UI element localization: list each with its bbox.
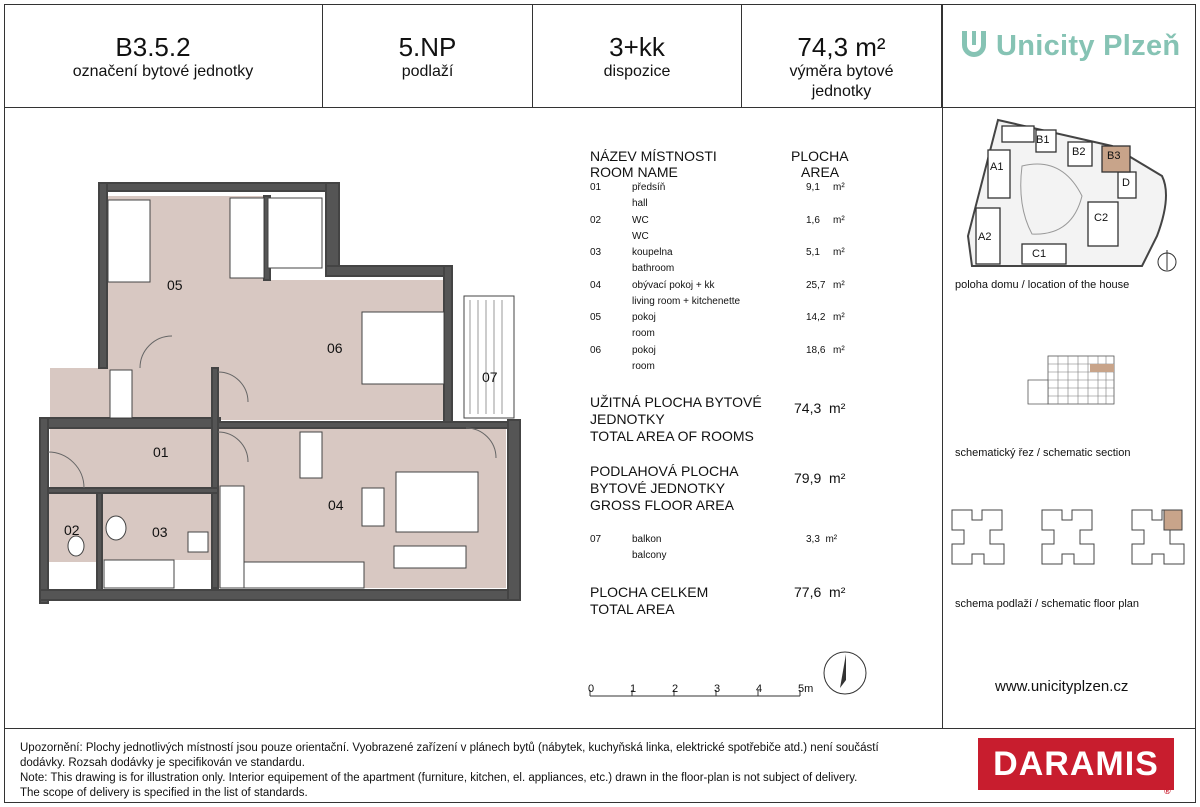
wall-06-top-left	[326, 183, 339, 273]
room-row-num: 02	[590, 214, 602, 226]
scale-tick-0: 0	[588, 683, 595, 695]
website: www.unicityplzen.cz	[995, 678, 1129, 695]
room-row-name-cz: obývací pokoj + kk	[632, 279, 715, 291]
schematic-floor-plans	[948, 500, 1188, 580]
room-label-07: 07	[482, 369, 498, 385]
wall-left	[40, 418, 48, 603]
total-area-value: 77,6 m²	[794, 584, 846, 600]
wall-01-top	[40, 418, 220, 428]
wardrobe-06	[268, 198, 322, 268]
balcony-num: 07	[590, 534, 602, 545]
header-unit-code	[4, 4, 323, 108]
wall-bottom	[40, 590, 520, 600]
wall-04-top	[218, 422, 508, 428]
room-row-area: 25,7	[806, 279, 826, 291]
daramis-logo: DARAMIS	[978, 738, 1174, 790]
useful-area-title-1: UŽITNÁ PLOCHA BYTOVÉ	[590, 394, 762, 410]
disclaimer-en-2: The scope of delivery is specified in the list of standards.	[20, 787, 308, 799]
room-row-unit: m²	[833, 312, 845, 323]
balcony-en: balcony	[632, 550, 667, 561]
building-b1: B1	[1036, 134, 1050, 146]
wall-02-03	[97, 493, 102, 590]
table-head-name-cz: NÁZEV MÍSTNOSTI	[590, 148, 717, 164]
site-north-icon	[1156, 248, 1178, 274]
room-row-area: 14,2	[806, 312, 826, 323]
gross-area-value: 79,9 m²	[794, 470, 846, 486]
room-row-area: 5,1	[806, 247, 820, 258]
unit-code: B3.5.2	[115, 32, 191, 62]
useful-area-value: 74,3 m²	[794, 400, 846, 416]
desk-05	[230, 198, 264, 278]
room-row-area: 1,6	[806, 214, 820, 226]
room-row-name-cz: koupelna	[632, 247, 673, 258]
logo-text: Unicity Plzeň	[996, 30, 1181, 62]
floor-label: podlaží	[401, 63, 454, 80]
building-d: D	[1122, 177, 1130, 189]
bathtub	[104, 560, 174, 588]
room-row-unit: m²	[833, 214, 845, 226]
coffee-table	[394, 546, 466, 568]
right-panel-divider	[942, 4, 943, 728]
header-layout	[533, 4, 742, 108]
armchair	[362, 488, 384, 526]
building-a2: A2	[978, 231, 992, 243]
washer	[188, 532, 208, 552]
room-row-num: 01	[590, 182, 602, 193]
unicity-logo	[962, 30, 1180, 63]
disclaimer-cz-2: dodávky. Rozsah dodávky je specifikován ve standardu.	[20, 757, 305, 769]
room-row-area: 9,1	[806, 182, 820, 193]
room-row-num: 03	[590, 247, 602, 258]
gross-area-title-2: BYTOVÉ JEDNOTKY	[590, 480, 726, 496]
scale-tick-5m: 5m	[798, 683, 814, 695]
registered-mark: ®	[1164, 786, 1171, 796]
room-row-name-en: room	[632, 328, 655, 339]
room-row-unit: m²	[833, 344, 845, 356]
wall-01-04	[212, 368, 218, 588]
room-row-unit: m²	[833, 279, 845, 291]
balcony-area: 3,3 m²	[806, 534, 838, 545]
table-head-area-cz: PLOCHA	[791, 148, 849, 164]
area-value: 74,3 m²	[797, 32, 886, 62]
room-row-num: 04	[590, 279, 602, 291]
room-row-name-cz: předsíň	[632, 182, 666, 193]
scale-bar	[585, 688, 815, 702]
building-b2: B2	[1072, 146, 1086, 158]
room-row-name-cz: pokoj	[632, 312, 656, 323]
sofa	[396, 472, 478, 532]
kitchen-row	[244, 562, 364, 588]
useful-area-title-2: JEDNOTKY	[590, 411, 665, 427]
area-label-2: jednotky	[811, 83, 872, 100]
caption-floor: schema podlaží / schematic floor plan	[955, 598, 1140, 610]
room-row-unit: m²	[833, 182, 845, 193]
room-row-name-cz: WC	[632, 214, 649, 226]
room-row-unit: m²	[833, 247, 845, 258]
bed-05	[108, 200, 150, 282]
room-label-02: 02	[64, 522, 80, 538]
table-head-name-en: ROOM NAME	[590, 164, 678, 180]
unit-code-label: označení bytové jednotky	[72, 63, 254, 80]
disclaimer	[20, 741, 920, 801]
caption-location: poloha domu / location of the house	[955, 279, 1130, 291]
building-c2: C2	[1094, 212, 1109, 224]
scale-tick-3: 3	[714, 683, 721, 695]
wall-right	[508, 420, 520, 600]
wardrobe-01	[110, 370, 132, 418]
table-head-area-en: AREA	[801, 164, 840, 180]
sink-03	[106, 516, 126, 540]
kitchen-counter	[220, 486, 244, 588]
room-row-name-cz: pokoj	[632, 344, 656, 356]
room-label-01: 01	[153, 444, 169, 460]
scale-tick-1: 1	[630, 683, 637, 695]
room-01-fill	[50, 368, 218, 492]
wall-06-right	[444, 266, 452, 424]
wall-05-left	[99, 183, 107, 368]
unicity-u-icon	[962, 31, 986, 57]
wall-01-03	[48, 488, 218, 493]
building-b3: B3	[1107, 150, 1121, 162]
total-area-title-1: PLOCHA CELKEM	[590, 584, 709, 600]
header-area	[742, 4, 942, 108]
room-row-name-en: room	[632, 360, 655, 372]
building-a1: A1	[990, 161, 1004, 173]
floor-value: 5.NP	[398, 32, 457, 62]
building-c1: C1	[1032, 248, 1047, 260]
room-row-area: 18,6	[806, 344, 826, 356]
room-row-name-en: bathroom	[632, 263, 675, 274]
room-row-name-en: living room + kitchenette	[632, 295, 741, 307]
disclaimer-cz-1: Upozornění: Plochy jednotlivých místností jsou pouze orientační. Vyobrazené zařízení v plánech bytů (nábytek, kuchyňská linka, elektrické spotřebiče atd.) není součástí	[20, 742, 879, 754]
schematic-section	[1026, 350, 1118, 410]
header-floor	[323, 4, 533, 108]
room-label-04: 04	[328, 497, 344, 513]
room-row-num: 06	[590, 344, 602, 356]
toilet-02	[68, 536, 84, 556]
room-label-05: 05	[167, 277, 183, 293]
floor-plan	[30, 170, 530, 610]
layout-label: dispozice	[603, 63, 671, 80]
gross-area-title-3: GROSS FLOOR AREA	[590, 497, 734, 513]
north-arrow-icon	[822, 650, 868, 696]
useful-area-title-3: TOTAL AREA OF ROOMS	[590, 428, 754, 444]
room-row-name-en: WC	[632, 230, 649, 242]
bed-06	[362, 312, 444, 384]
scale-tick-2: 2	[672, 683, 679, 695]
room-row-num: 05	[590, 312, 602, 323]
wall-top	[99, 183, 339, 191]
balcony-cz: balkon	[632, 534, 662, 545]
total-area-title-2: TOTAL AREA	[590, 601, 675, 617]
room-label-06: 06	[327, 340, 343, 356]
layout-value: 3+kk	[609, 32, 665, 62]
disclaimer-en-1: Note: This drawing is for illustration only. Interior equipement of the apartment (furniture, kitchen, el. appliances, etc.) drawn in the floor-plan is not subject of delivery.	[20, 772, 858, 784]
room-row-name-en: hall	[632, 198, 648, 209]
room-label-03: 03	[152, 524, 168, 540]
gross-area-title-1: PODLAHOVÁ PLOCHA	[590, 463, 739, 479]
scale-tick-4: 4	[756, 683, 763, 695]
wall-06-top	[326, 266, 452, 276]
dining-table	[300, 432, 322, 478]
area-label-1: výměra bytové	[789, 63, 894, 80]
footer-divider	[4, 728, 1196, 729]
caption-section: schematický řez / schematic section	[955, 447, 1131, 459]
balcony-07	[464, 296, 514, 418]
